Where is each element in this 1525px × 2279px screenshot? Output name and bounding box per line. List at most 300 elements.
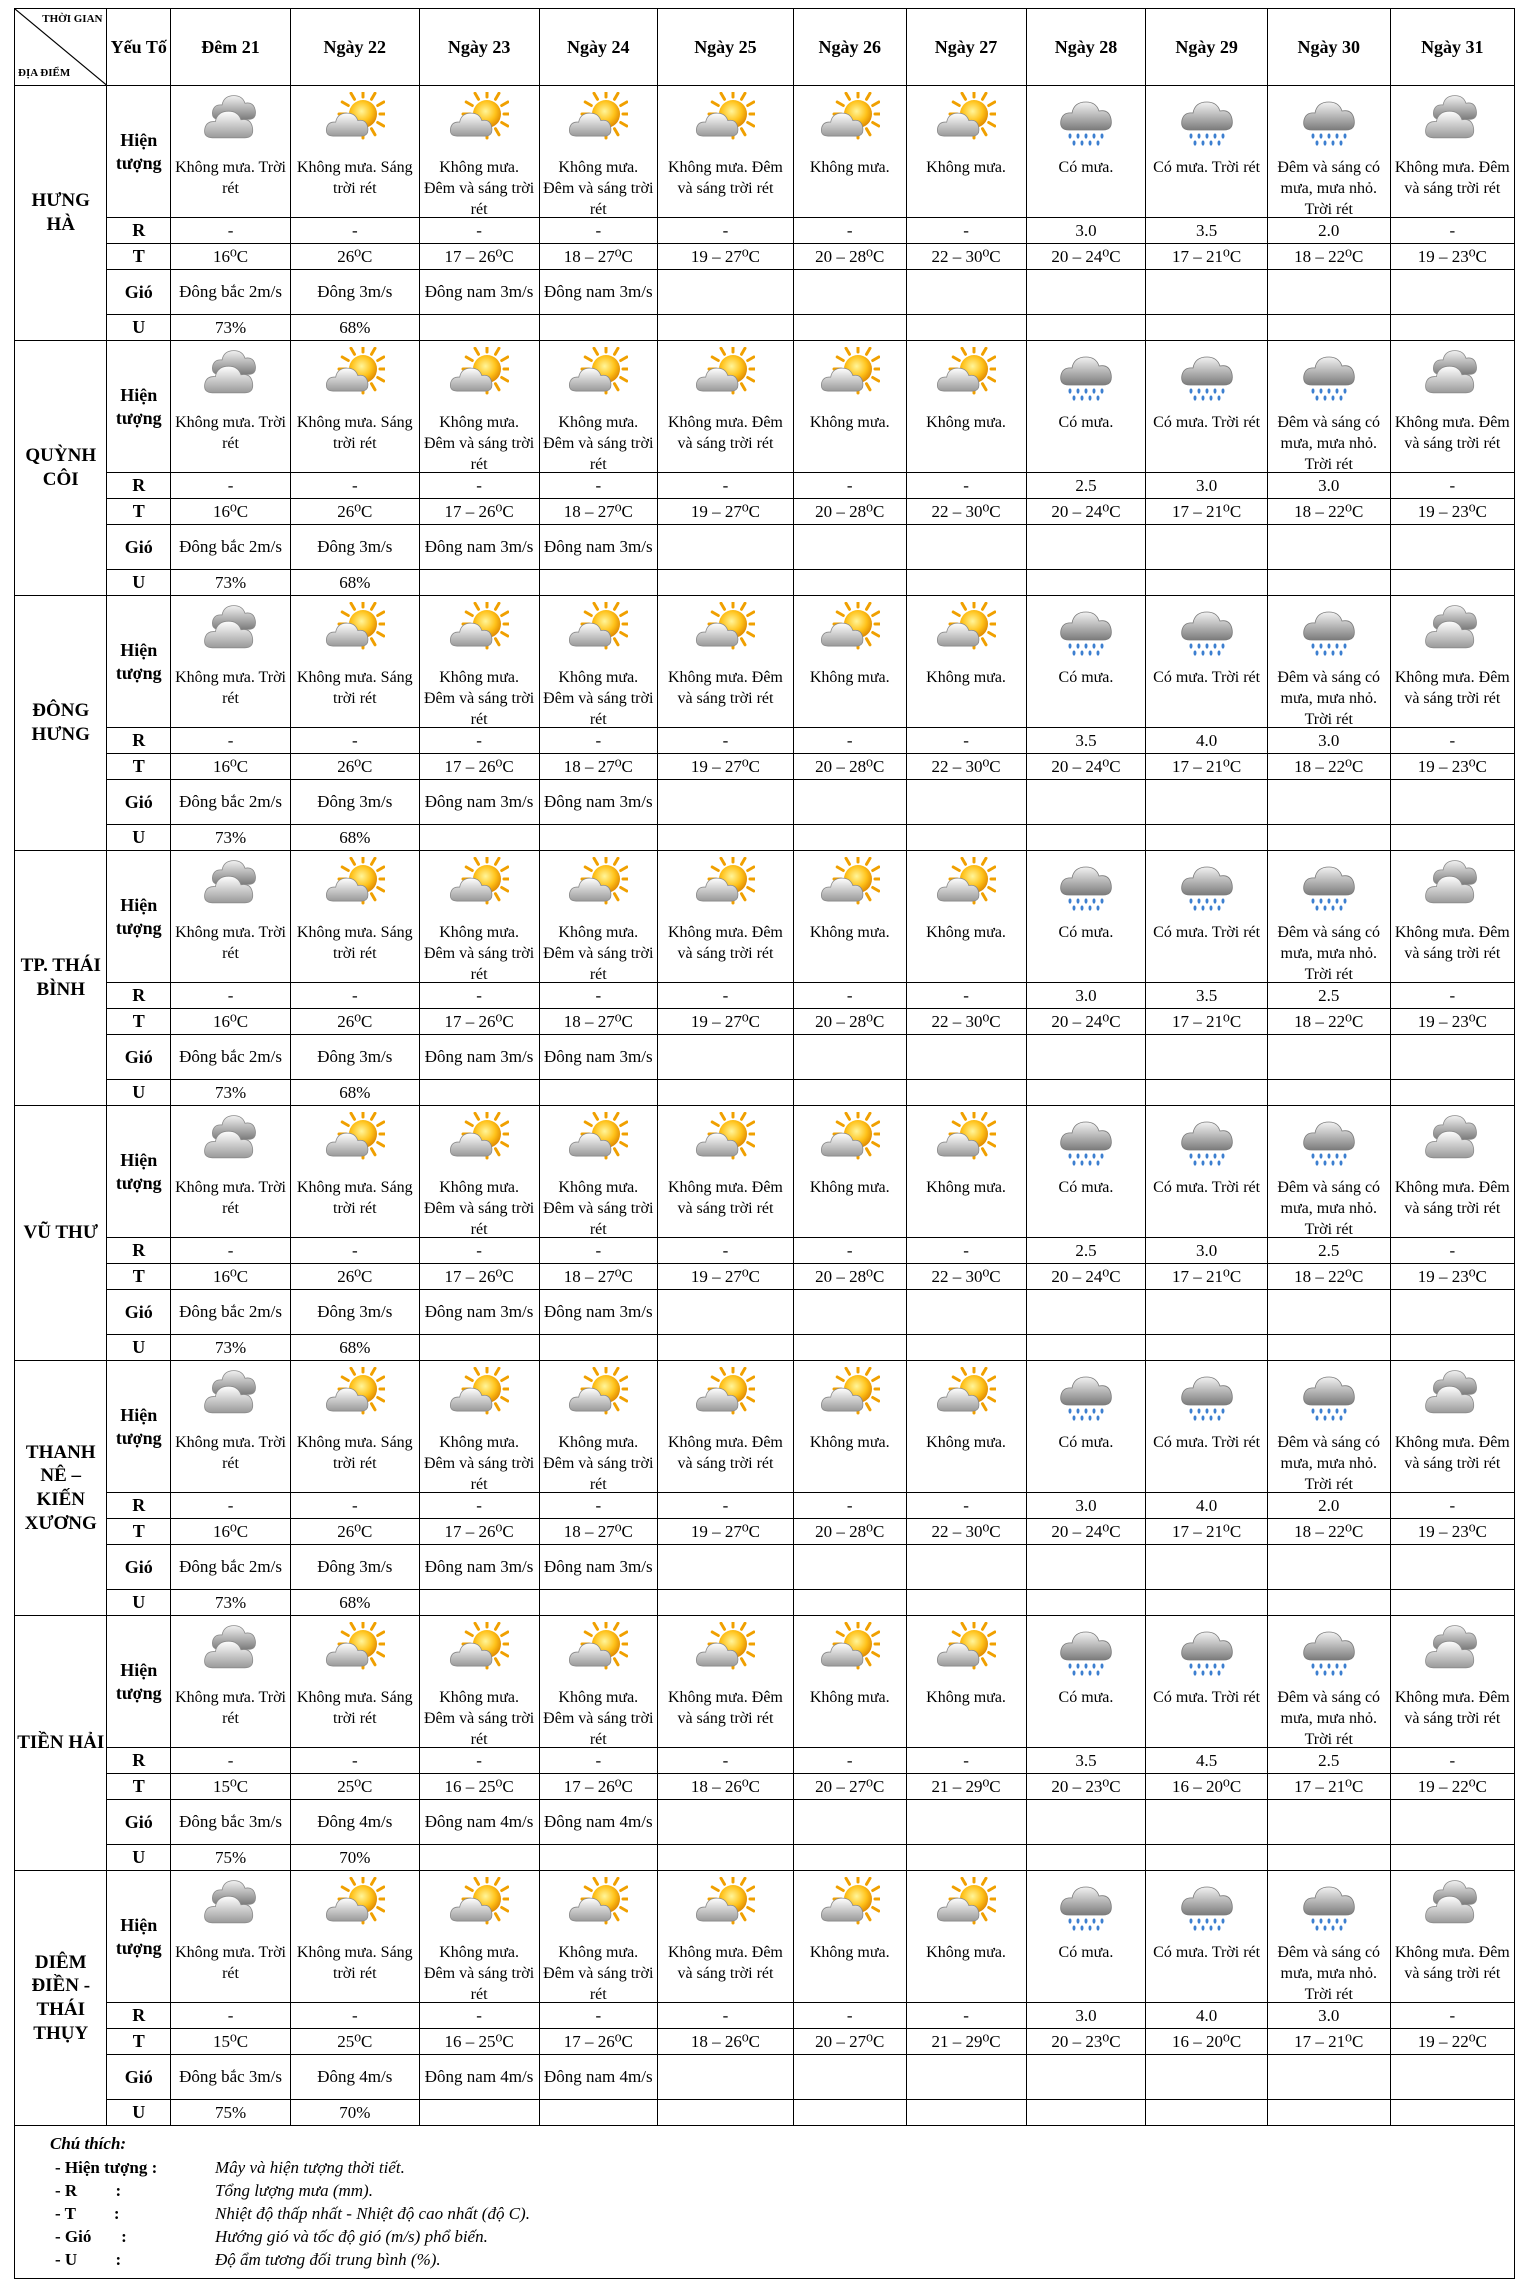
factor-label-rain: R: [107, 218, 171, 244]
temperature-cell: 17 – 26⁰C: [539, 2029, 657, 2055]
cloud-icon: [201, 92, 261, 152]
phenomenon-cell: [419, 1361, 539, 1493]
cloud-icon: [201, 1877, 261, 1937]
phenomenon-text: Không mưa. Đêm và sáng trời rét: [543, 924, 654, 983]
temperature-cell: 20 – 23⁰C: [1026, 2029, 1146, 2055]
humidity-cell: 68%: [291, 825, 420, 851]
sun-cloud-icon: [936, 1622, 996, 1682]
phenomenon-cell: [793, 341, 906, 473]
humidity-cell: [1026, 570, 1146, 596]
rain-cloud-icon: [1177, 1112, 1237, 1172]
rainfall-cell: -: [658, 2003, 794, 2029]
temperature-cell: 17 – 26⁰C: [419, 754, 539, 780]
rainfall-row: [15, 1493, 1515, 1519]
phenomenon-text: Không mưa. Đêm và sáng trời rét: [543, 1944, 654, 2003]
phenomenon-cell: [1390, 1871, 1514, 2003]
humidity-cell: [1390, 1845, 1514, 1871]
temperature-cell: 22 – 30⁰C: [906, 1519, 1026, 1545]
humidity-cell: [1267, 825, 1390, 851]
temperature-cell: 20 – 28⁰C: [793, 754, 906, 780]
phenomenon-cell: [1026, 1616, 1146, 1748]
humidity-cell: [906, 1845, 1026, 1871]
factor-label-wind: Gió: [107, 2055, 171, 2100]
rainfall-cell: -: [419, 218, 539, 244]
sun-cloud-icon: [695, 602, 755, 662]
phenomenon-text: Có mưa. Trời rét: [1153, 669, 1261, 686]
wind-cell: Đông nam 3m/s: [419, 1035, 539, 1080]
factor-label-phenomenon: Hiện tượng: [107, 851, 171, 983]
humidity-cell: 75%: [171, 2100, 291, 2126]
header-row: [15, 9, 1515, 86]
temperature-cell: 16 – 25⁰C: [419, 1774, 539, 1800]
temperature-cell: 20 – 24⁰C: [1026, 499, 1146, 525]
phenomenon-cell: [906, 1361, 1026, 1493]
note-line: [55, 2181, 373, 2201]
rainfall-cell: -: [793, 728, 906, 754]
humidity-cell: [419, 1335, 539, 1361]
phenomenon-text: Không mưa. Đêm và sáng trời rét: [423, 414, 535, 473]
phenomenon-text: Đêm và sáng có mưa, mưa nhỏ. Trời rét: [1277, 159, 1381, 218]
rainfall-cell: -: [171, 1493, 291, 1519]
temperature-cell: 19 – 22⁰C: [1390, 2029, 1514, 2055]
rainfall-cell: -: [171, 1748, 291, 1774]
temperature-cell: 20 – 28⁰C: [793, 244, 906, 270]
humidity-cell: [658, 825, 794, 851]
phenomenon-cell: [658, 1871, 794, 2003]
location-name: ĐÔNG HƯNG: [15, 596, 107, 851]
phenomenon-text: Không mưa. Trời rét: [175, 159, 286, 197]
temperature-cell: 17 – 21⁰C: [1267, 1774, 1390, 1800]
humidity-cell: [1267, 1335, 1390, 1361]
phenomenon-text: Không mưa. Sáng trời rét: [296, 1434, 413, 1472]
wind-cell: [1026, 1800, 1146, 1845]
phenomenon-text: Đêm và sáng có mưa, mưa nhỏ. Trời rét: [1277, 669, 1381, 728]
phenomenon-text: Không mưa. Đêm và sáng trời rét: [668, 1944, 783, 1982]
factor-label-temp: T: [107, 499, 171, 525]
phenomenon-cell: [906, 341, 1026, 473]
day-header: Ngày 28: [1026, 9, 1146, 86]
rainfall-cell: -: [658, 983, 794, 1009]
phenomenon-cell: [291, 86, 420, 218]
humidity-cell: [906, 2100, 1026, 2126]
rainfall-cell: -: [291, 983, 420, 1009]
phenomenon-text: Không mưa. Đêm và sáng trời rét: [423, 159, 535, 218]
factor-label-temp: T: [107, 1009, 171, 1035]
humidity-cell: [906, 1080, 1026, 1106]
phenomenon-text: Có mưa.: [1058, 159, 1114, 176]
rainfall-cell: 2.5: [1026, 473, 1146, 499]
rainfall-cell: 3.0: [1267, 728, 1390, 754]
rain-cloud-icon: [1056, 347, 1116, 407]
temperature-cell: 19 – 27⁰C: [658, 499, 794, 525]
rainfall-cell: -: [171, 1238, 291, 1264]
wind-cell: [906, 1545, 1026, 1590]
wind-cell: [658, 525, 794, 570]
phenomenon-text: Không mưa. Đêm và sáng trời rét: [543, 669, 654, 728]
wind-row: [15, 525, 1515, 570]
phenomenon-row: [15, 596, 1515, 728]
wind-cell: Đông 4m/s: [291, 2055, 420, 2100]
rainfall-cell: -: [539, 1748, 657, 1774]
rainfall-cell: -: [291, 473, 420, 499]
wind-cell: [658, 1545, 794, 1590]
wind-row: [15, 270, 1515, 315]
humidity-cell: 73%: [171, 315, 291, 341]
day-header: Ngày 23: [419, 9, 539, 86]
rainfall-cell: -: [539, 983, 657, 1009]
sun-cloud-icon: [568, 857, 628, 917]
wind-cell: [1267, 1290, 1390, 1335]
rain-cloud-icon: [1177, 1622, 1237, 1682]
location-name: TIỀN HẢI: [15, 1616, 107, 1871]
temperature-cell: 18 – 27⁰C: [539, 1264, 657, 1290]
temperature-cell: 18 – 27⁰C: [539, 754, 657, 780]
phenomenon-cell: [658, 596, 794, 728]
temperature-cell: 16⁰C: [171, 499, 291, 525]
humidity-cell: [1267, 2100, 1390, 2126]
temperature-cell: 16 – 20⁰C: [1146, 2029, 1267, 2055]
corner-time-label: THỜI GIAN: [42, 13, 103, 25]
factor-label-humidity: U: [107, 1845, 171, 1871]
wind-cell: Đông bắc 2m/s: [171, 525, 291, 570]
wind-cell: [1267, 1800, 1390, 1845]
wind-cell: Đông nam 3m/s: [419, 1545, 539, 1590]
rainfall-cell: -: [793, 983, 906, 1009]
rain-cloud-icon: [1056, 1622, 1116, 1682]
rainfall-cell: -: [1390, 473, 1514, 499]
wind-cell: [1390, 1545, 1514, 1590]
factor-label-phenomenon: Hiện tượng: [107, 1871, 171, 2003]
wind-cell: Đông bắc 2m/s: [171, 270, 291, 315]
wind-cell: [1026, 1290, 1146, 1335]
phenomenon-text: Đêm và sáng có mưa, mưa nhỏ. Trời rét: [1277, 1689, 1381, 1748]
phenomenon-cell: [419, 596, 539, 728]
temperature-cell: 20 – 24⁰C: [1026, 1009, 1146, 1035]
wind-cell: Đông nam 3m/s: [419, 1290, 539, 1335]
humidity-cell: [658, 315, 794, 341]
humidity-cell: [539, 825, 657, 851]
factor-label-phenomenon: Hiện tượng: [107, 1616, 171, 1748]
temperature-cell: 19 – 23⁰C: [1390, 1519, 1514, 1545]
phenomenon-text: Không mưa. Đêm và sáng trời rét: [423, 1179, 535, 1238]
sun-cloud-icon: [568, 347, 628, 407]
rainfall-cell: -: [1390, 2003, 1514, 2029]
phenomenon-cell: [1267, 596, 1390, 728]
temperature-cell: 18 – 26⁰C: [658, 2029, 794, 2055]
wind-cell: [1146, 1035, 1267, 1080]
temperature-row: [15, 244, 1515, 270]
sun-cloud-icon: [695, 1367, 755, 1427]
temperature-cell: 19 – 23⁰C: [1390, 1009, 1514, 1035]
temperature-cell: 15⁰C: [171, 1774, 291, 1800]
phenomenon-cell: [1146, 1871, 1267, 2003]
phenomenon-row: [15, 851, 1515, 983]
factor-label-wind: Gió: [107, 1545, 171, 1590]
location-name: THANH NÊ – KIẾN XƯƠNG: [15, 1361, 107, 1616]
phenomenon-text: Có mưa. Trời rét: [1153, 1434, 1261, 1451]
humidity-cell: [906, 1335, 1026, 1361]
day-header: Ngày 29: [1146, 9, 1267, 86]
rainfall-cell: 2.0: [1267, 218, 1390, 244]
humidity-cell: [539, 2100, 657, 2126]
factor-label-humidity: U: [107, 825, 171, 851]
phenomenon-text: Không mưa. Đêm và sáng trời rét: [668, 159, 783, 197]
phenomenon-cell: [658, 1361, 794, 1493]
humidity-cell: 68%: [291, 315, 420, 341]
phenomenon-text: Không mưa. Trời rét: [175, 1944, 286, 1982]
phenomenon-cell: [291, 1871, 420, 2003]
phenomenon-cell: [793, 1106, 906, 1238]
phenomenon-cell: [171, 1361, 291, 1493]
sun-cloud-icon: [325, 857, 385, 917]
humidity-cell: [906, 315, 1026, 341]
phenomenon-cell: [1146, 341, 1267, 473]
humidity-cell: [1146, 1335, 1267, 1361]
rainfall-cell: -: [419, 1493, 539, 1519]
rain-cloud-icon: [1177, 1367, 1237, 1427]
rainfall-cell: -: [658, 218, 794, 244]
temperature-cell: 20 – 28⁰C: [793, 1519, 906, 1545]
phenomenon-cell: [1026, 1361, 1146, 1493]
humidity-row: [15, 1845, 1515, 1871]
phenomenon-cell: [658, 86, 794, 218]
note-key: - T :: [55, 2204, 120, 2223]
rainfall-cell: -: [419, 983, 539, 1009]
phenomenon-cell: [171, 86, 291, 218]
phenomenon-text: Không mưa. Đêm và sáng trời rét: [543, 1179, 654, 1238]
temperature-cell: 16 – 20⁰C: [1146, 1774, 1267, 1800]
phenomenon-cell: [793, 1871, 906, 2003]
temperature-cell: 19 – 27⁰C: [658, 1519, 794, 1545]
rainfall-cell: 3.0: [1267, 2003, 1390, 2029]
phenomenon-cell: [1390, 1361, 1514, 1493]
wind-cell: Đông 3m/s: [291, 1290, 420, 1335]
day-header: Ngày 25: [658, 9, 794, 86]
rain-cloud-icon: [1056, 92, 1116, 152]
forecast-document: [14, 8, 1515, 2279]
wind-cell: [793, 2055, 906, 2100]
note-value: Hướng gió và tốc độ gió (m/s) phổ biến.: [215, 2227, 488, 2246]
temperature-cell: 19 – 23⁰C: [1390, 244, 1514, 270]
wind-cell: [1390, 1035, 1514, 1080]
phenomenon-cell: [658, 341, 794, 473]
humidity-row: [15, 1080, 1515, 1106]
phenomenon-text: Không mưa.: [809, 1944, 890, 1961]
phenomenon-cell: [1026, 1106, 1146, 1238]
humidity-cell: [1026, 1335, 1146, 1361]
humidity-cell: [539, 1080, 657, 1106]
wind-cell: Đông nam 4m/s: [419, 1800, 539, 1845]
humidity-cell: [419, 1845, 539, 1871]
sun-cloud-icon: [936, 1367, 996, 1427]
phenomenon-text: Không mưa. Trời rét: [175, 669, 286, 707]
wind-cell: [1390, 2055, 1514, 2100]
phenomenon-text: Có mưa.: [1058, 924, 1114, 941]
wind-row: [15, 1545, 1515, 1590]
rainfall-cell: 3.0: [1026, 1493, 1146, 1519]
temperature-cell: 20 – 28⁰C: [793, 1009, 906, 1035]
rainfall-row: [15, 2003, 1515, 2029]
phenomenon-text: Có mưa. Trời rét: [1153, 1944, 1261, 1961]
wind-cell: [906, 2055, 1026, 2100]
factor-label-rain: R: [107, 2003, 171, 2029]
rain-cloud-icon: [1177, 92, 1237, 152]
wind-cell: Đông 3m/s: [291, 270, 420, 315]
humidity-row: [15, 1335, 1515, 1361]
rainfall-cell: -: [906, 473, 1026, 499]
phenomenon-text: Không mưa.: [926, 924, 1006, 941]
humidity-cell: 68%: [291, 570, 420, 596]
rainfall-cell: -: [906, 1238, 1026, 1264]
temperature-cell: 19 – 27⁰C: [658, 1264, 794, 1290]
location-name: DIÊM ĐIỀN - THÁI THỤY: [15, 1871, 107, 2126]
temperature-cell: 18 – 27⁰C: [539, 1519, 657, 1545]
factor-label-temp: T: [107, 1774, 171, 1800]
phenomenon-cell: [658, 1616, 794, 1748]
rainfall-cell: -: [906, 728, 1026, 754]
phenomenon-text: Không mưa. Đêm và sáng trời rét: [668, 1179, 783, 1217]
factor-label-temp: T: [107, 2029, 171, 2055]
factor-label-rain: R: [107, 1238, 171, 1264]
temperature-cell: 20 – 27⁰C: [793, 1774, 906, 1800]
rain-cloud-icon: [1299, 1367, 1359, 1427]
phenomenon-cell: [291, 1106, 420, 1238]
rainfall-cell: 3.0: [1026, 2003, 1146, 2029]
rainfall-cell: 4.0: [1146, 1493, 1267, 1519]
phenomenon-row: [15, 1106, 1515, 1238]
rainfall-cell: -: [171, 728, 291, 754]
wind-cell: Đông nam 3m/s: [539, 1545, 657, 1590]
phenomenon-text: Không mưa. Sáng trời rét: [296, 1944, 413, 1982]
humidity-cell: [539, 570, 657, 596]
phenomenon-row: [15, 1616, 1515, 1748]
humidity-cell: [419, 2100, 539, 2126]
rainfall-cell: 4.0: [1146, 728, 1267, 754]
wind-row: [15, 780, 1515, 825]
rain-cloud-icon: [1056, 1112, 1116, 1172]
phenomenon-text: Không mưa.: [809, 924, 890, 941]
factor-label-phenomenon: Hiện tượng: [107, 341, 171, 473]
note-line: [55, 2204, 530, 2224]
phenomenon-text: Có mưa.: [1058, 1944, 1114, 1961]
phenomenon-cell: [171, 1871, 291, 2003]
phenomenon-cell: [1146, 1106, 1267, 1238]
temperature-cell: 16⁰C: [171, 754, 291, 780]
temperature-cell: 26⁰C: [291, 754, 420, 780]
wind-cell: Đông nam 3m/s: [419, 270, 539, 315]
wind-cell: [1390, 1290, 1514, 1335]
phenomenon-cell: [906, 86, 1026, 218]
wind-cell: [1390, 780, 1514, 825]
wind-cell: Đông bắc 3m/s: [171, 1800, 291, 1845]
phenomenon-cell: [1026, 86, 1146, 218]
phenomenon-text: Không mưa.: [809, 414, 890, 431]
temperature-cell: 18 – 22⁰C: [1267, 499, 1390, 525]
rain-cloud-icon: [1299, 347, 1359, 407]
rain-cloud-icon: [1299, 92, 1359, 152]
sun-cloud-icon: [936, 347, 996, 407]
phenomenon-text: Không mưa. Đêm và sáng trời rét: [1394, 669, 1510, 707]
note-key: - Hiện tượng :: [55, 2158, 158, 2177]
rainfall-cell: 2.5: [1267, 983, 1390, 1009]
phenomenon-cell: [539, 1871, 657, 2003]
phenomenon-cell: [1026, 851, 1146, 983]
rainfall-cell: -: [419, 2003, 539, 2029]
day-header: Ngày 30: [1267, 9, 1390, 86]
phenomenon-cell: [171, 1616, 291, 1748]
note-key: - U :: [55, 2250, 122, 2269]
rainfall-cell: -: [539, 473, 657, 499]
sun-cloud-icon: [568, 1877, 628, 1937]
phenomenon-text: Có mưa.: [1058, 669, 1114, 686]
sun-cloud-icon: [449, 602, 509, 662]
phenomenon-text: Không mưa. Đêm và sáng trời rét: [423, 924, 535, 983]
phenomenon-cell: [1146, 1616, 1267, 1748]
sun-cloud-icon: [820, 347, 880, 407]
cloud-icon: [201, 857, 261, 917]
wind-cell: Đông bắc 2m/s: [171, 1290, 291, 1335]
wind-cell: [1026, 270, 1146, 315]
sun-cloud-icon: [325, 1367, 385, 1427]
temperature-cell: 26⁰C: [291, 1519, 420, 1545]
wind-cell: Đông 3m/s: [291, 525, 420, 570]
cloud-icon: [1422, 1622, 1482, 1682]
phenomenon-text: Không mưa. Đêm và sáng trời rét: [1394, 1689, 1510, 1727]
sun-cloud-icon: [568, 1112, 628, 1172]
humidity-cell: [539, 315, 657, 341]
phenomenon-text: Không mưa. Đêm và sáng trời rét: [423, 669, 535, 728]
phenomenon-cell: [291, 851, 420, 983]
wind-cell: [1146, 1800, 1267, 1845]
temperature-cell: 18 – 27⁰C: [539, 244, 657, 270]
rain-cloud-icon: [1056, 1367, 1116, 1427]
temperature-cell: 26⁰C: [291, 1264, 420, 1290]
factor-label-wind: Gió: [107, 525, 171, 570]
sun-cloud-icon: [820, 1112, 880, 1172]
sun-cloud-icon: [449, 1877, 509, 1937]
phenomenon-cell: [1026, 596, 1146, 728]
rain-cloud-icon: [1056, 857, 1116, 917]
phenomenon-cell: [906, 1106, 1026, 1238]
sun-cloud-icon: [568, 1622, 628, 1682]
phenomenon-text: Không mưa.: [809, 1689, 890, 1706]
phenomenon-text: Không mưa. Đêm và sáng trời rét: [668, 414, 783, 452]
phenomenon-text: Có mưa. Trời rét: [1153, 924, 1261, 941]
sun-cloud-icon: [449, 1367, 509, 1427]
humidity-cell: [793, 570, 906, 596]
rainfall-cell: 3.5: [1026, 728, 1146, 754]
temperature-cell: 16⁰C: [171, 244, 291, 270]
sun-cloud-icon: [936, 602, 996, 662]
rain-cloud-icon: [1177, 857, 1237, 917]
wind-cell: [1146, 1545, 1267, 1590]
wind-cell: [1146, 2055, 1267, 2100]
temperature-cell: 22 – 30⁰C: [906, 1009, 1026, 1035]
wind-cell: Đông nam 3m/s: [539, 1290, 657, 1335]
rainfall-cell: -: [539, 2003, 657, 2029]
phenomenon-cell: [1267, 341, 1390, 473]
rainfall-cell: -: [793, 2003, 906, 2029]
phenomenon-cell: [1390, 1616, 1514, 1748]
humidity-cell: [1026, 315, 1146, 341]
phenomenon-text: Đêm và sáng có mưa, mưa nhỏ. Trời rét: [1277, 1434, 1381, 1493]
rainfall-cell: 3.5: [1146, 983, 1267, 1009]
factor-label-temp: T: [107, 754, 171, 780]
phenomenon-text: Không mưa. Đêm và sáng trời rét: [423, 1434, 535, 1493]
humidity-cell: [1267, 315, 1390, 341]
cloud-icon: [201, 1367, 261, 1427]
wind-cell: Đông nam 4m/s: [539, 2055, 657, 2100]
